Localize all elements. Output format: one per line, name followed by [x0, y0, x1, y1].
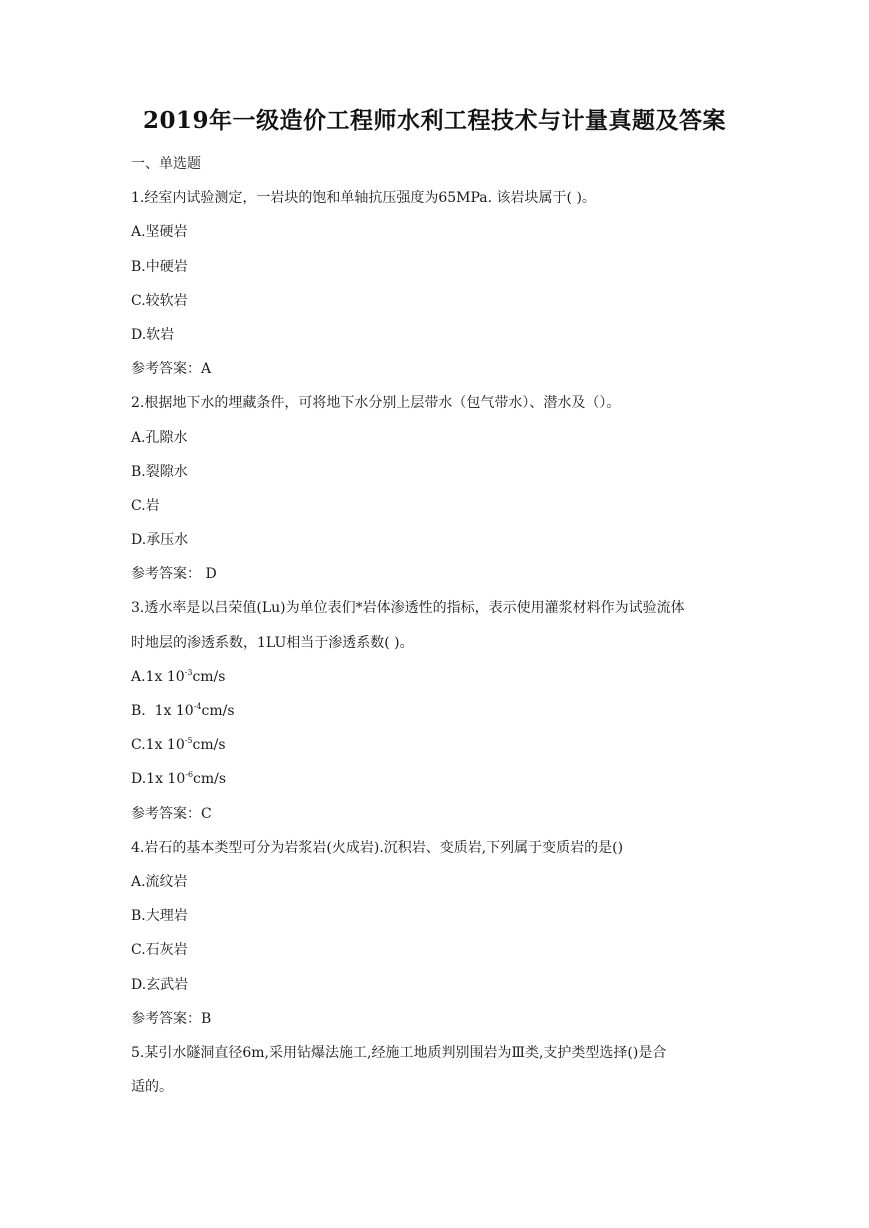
question-3-option-c — [131, 735, 751, 755]
question-1-answer: 参考答案：A — [131, 361, 212, 378]
option-a-exponent: -3 — [184, 667, 193, 677]
question-4-stem: 4.岩石的基本类型可分为岩浆岩(火成岩).沉积岩、变质岩,下列属于变质岩的是() — [131, 839, 624, 856]
option-c-exponent: -5 — [184, 736, 193, 746]
question-2-option-d: D.承压水 — [131, 532, 189, 549]
question-2-option-b: B.裂隙水 — [131, 463, 188, 480]
question-1-option-b: B.中硬岩 — [131, 258, 188, 275]
question-2-answer: 参考答案： D — [131, 566, 217, 583]
question-3-option-b — [131, 701, 751, 721]
section-heading: 一、单选题 — [131, 156, 201, 172]
question-4-answer: 参考答案：B — [131, 1010, 212, 1027]
option-b-exponent: -4 — [193, 702, 202, 711]
question-2-option-c: C.岩 — [131, 497, 160, 514]
question-1-option-d: D.软岩 — [131, 326, 175, 343]
document-body — [131, 154, 751, 1111]
question-1-option-c: C.较软岩 — [131, 292, 188, 309]
option-a-base: A.1x 10 — [131, 668, 185, 685]
question-3-option-a — [131, 667, 751, 687]
option-d-exponent: -6 — [185, 770, 194, 780]
question-3-option-d — [131, 769, 751, 789]
question-5-stem-line-2: 适的。 — [131, 1079, 173, 1096]
option-c-unit: cm/s — [192, 737, 226, 754]
question-4-option-d: D.玄武岩 — [131, 976, 189, 993]
option-b-unit: cm/s — [201, 703, 235, 719]
option-d-unit: cm/s — [193, 771, 227, 788]
question-2-option-a: A.孔隙水 — [131, 429, 188, 446]
question-3-stem-line-1: 3.透水率是以吕荣值(Lu)为单位表们*岩体渗透性的指标，表示使用灌浆材料作为试验流体 — [131, 600, 685, 617]
question-1-stem: 1.经室内试验测定，一岩块的饱和单轴抗压强度为65MPa. 该岩块属于( )。 — [131, 190, 596, 207]
option-d-base: D.1x 10 — [131, 771, 186, 788]
question-4-option-c: C.石灰岩 — [131, 942, 188, 959]
question-1-option-a: A.坚硬岩 — [131, 224, 188, 241]
question-3-answer: 参考答案：C — [131, 805, 212, 822]
option-a-unit: cm/s — [192, 668, 226, 685]
option-c-base: C.1x 10 — [131, 737, 185, 754]
question-2-stem: 2.根据地下水的埋藏条件，可将地下水分别上层带水（包气带水）、潜水及（）。 — [131, 395, 621, 412]
page-title: 2019年一级造价工程师水利工程技术与计量真题及答案 — [142, 107, 726, 134]
question-4-option-a: A.流纹岩 — [131, 873, 188, 890]
question-3-stem-line-2: 时地层的渗透系数，1LU相当于渗透系数( )。 — [131, 634, 414, 651]
question-4-option-b: B.大理岩 — [131, 908, 188, 925]
option-b-base: B. 1x 10 — [131, 703, 194, 719]
question-5-stem-line-1: 5.某引水隧洞直径6m,采用钻爆法施工,经施工地质判别围岩为Ⅲ类,支护类型选择()是合 — [131, 1044, 667, 1061]
